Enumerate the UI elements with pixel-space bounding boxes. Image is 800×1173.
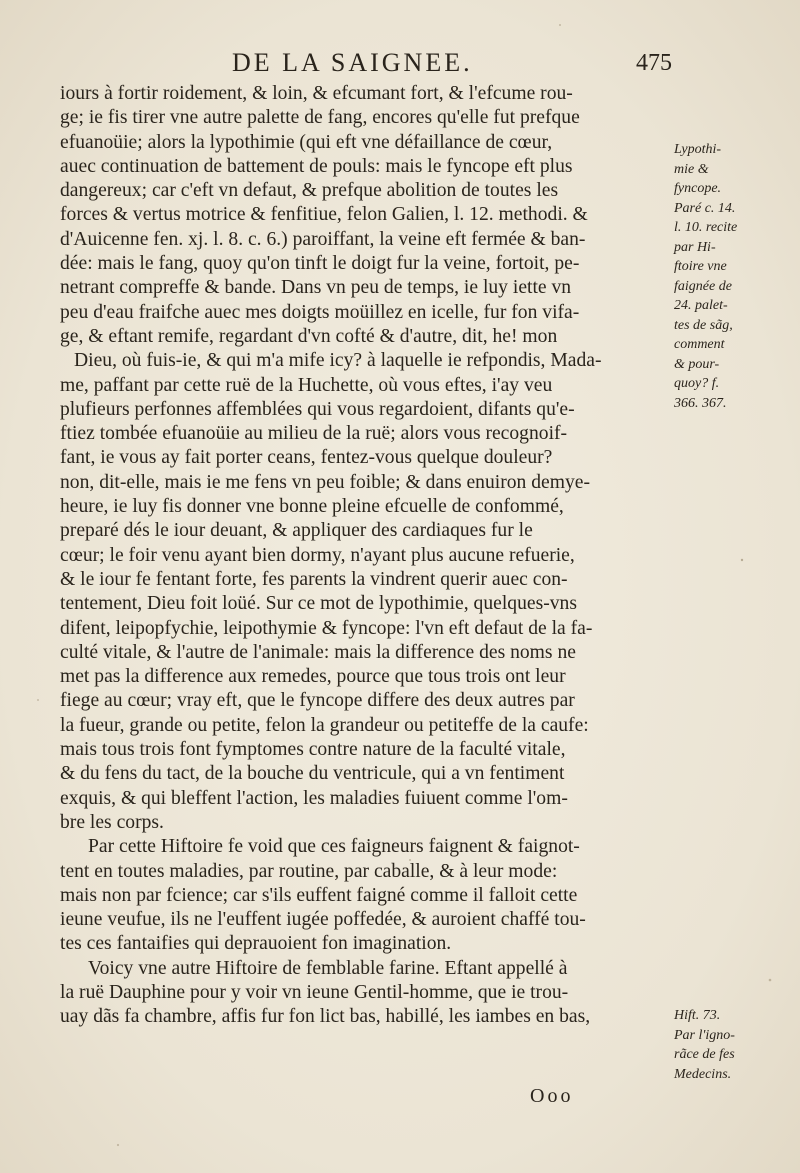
body-line: exquis, & qui bleffent l'action, les maladies fuiuent comme l'om- (60, 787, 568, 809)
margin-note-line: 366. 367. (674, 395, 727, 411)
paragraph-start: Voicy vne autre Hiftoire de femblable farine. Eftant appellé à (88, 957, 568, 979)
running-title: DE LA SAIGNEE. (232, 48, 473, 77)
body-line: ftiez tombée efuanoüie au milieu de la ruë; alors vous recognoif- (60, 423, 568, 445)
body-line: mais non par fcience; car s'ils euffent faigné comme il falloit cette (60, 884, 578, 906)
margin-note-line: fyncope. (674, 181, 722, 196)
margin-note-line: Par l'igno- (674, 1027, 735, 1043)
margin-note-line: faignée de (674, 278, 732, 294)
body-text (60, 82, 664, 1030)
margin-note-line: quoy? f. (674, 376, 720, 391)
signature-mark: Ooo (530, 1085, 574, 1107)
body-line: la fueur, grande ou petite, felon la grandeur ou petiteffe de la caufe: (60, 714, 589, 736)
body-line: uay dãs fa chambre, affis fur fon lict bas, habillé, les iambes en bas, (60, 1006, 591, 1028)
body-line: Dieu, où fuis-ie, & qui m'a mife icy? à laquelle ie refpondis, Mada- (74, 350, 602, 372)
margin-note-line: Lypothi- (674, 142, 722, 157)
body-line: met pas la difference aux remedes, pource que tous trois ont leur (60, 666, 566, 688)
body-line: ge, & eftant remife, regardant d'vn cofté & d'autre, dit, he! mon (60, 325, 558, 347)
margin-note-line: l. 10. recite (674, 220, 738, 235)
margin-note-line: Paré c. 14. (674, 200, 736, 216)
body-line: netrant compreffe & bande. Dans vn peu de temps, ie luy iette vn (60, 277, 572, 299)
body-line: cœur; le foir venu ayant bien dormy, n'ayant plus aucune refuerie, (60, 544, 575, 566)
body-line: tent en toutes maladies, par routine, par caballe, & à leur mode: (60, 860, 558, 882)
body-line: d'Auicenne fen. xj. l. 8. c. 6.) paroiffant, la veine eft fermée & ban- (60, 228, 586, 250)
body-line: peu d'eau fraifche auec mes doigts moüillez en icelle, fur fon vifa- (60, 301, 580, 323)
body-line: & le iour fe fentant forte, fes parents la vindrent querir auec con- (60, 568, 568, 590)
paragraph-start: Par cette Hiftoire fe void que ces faigneurs faignent & faignot- (88, 836, 580, 858)
body-line: culté vitale, & l'autre de l'animale: mais la difference des noms ne (60, 641, 576, 663)
body-line: & du fens du tact, de la bouche du ventricule, qui a vn fentiment (60, 763, 565, 785)
body-line: ge; ie fis tirer vne autre palette de fang, encores qu'elle fut prefque (60, 107, 580, 129)
body-line: preparé dés le iour deuant, & appliquer des cardiaques fur le (60, 520, 533, 542)
body-line: la ruë Dauphine pour y voir vn ieune Gentil-homme, que ie trou- (60, 981, 569, 1003)
body-line: fant, ie vous ay fait porter ceans, fentez-vous quelque douleur? (60, 447, 553, 469)
body-line: plufieurs perfonnes affemblées qui vous regardoient, difants qu'e- (60, 398, 575, 420)
body-line: me, paffant par cette ruë de la Huchette, où vous eftes, i'ay veu (60, 374, 553, 396)
body-line: efuanoüie; alors la lypothimie (qui eft vne défaillance de cœur, (60, 131, 553, 153)
body-line: non, dit-elle, mais ie me fens vn peu foible; & dans enuiron demye- (60, 471, 590, 493)
margin-note-lypothimie (674, 140, 798, 413)
body-line: iours à fortir roidement, & loin, & efcumant fort, & l'efcume rou- (60, 83, 573, 104)
margin-note-line: ftoire vne (674, 259, 727, 274)
margin-note-line: Hift. 73. (674, 1008, 721, 1023)
margin-note-line: & pour- (674, 356, 720, 372)
margin-note-line: comment (674, 337, 725, 352)
body-line: ieune veufue, ils ne l'euffent iugée poffedée, & auroient chaffé tou- (60, 909, 586, 931)
body-line: forces & vertus motrice & fenfitiue, felon Galien, l. 12. methodi. & (60, 204, 588, 226)
body-line: bre les corps. (60, 811, 164, 833)
body-line: heure, ie luy fis donner vne bonne pleine efcuelle de confommé, (60, 496, 564, 518)
body-line: tentement, Dieu foit loüé. Sur ce mot de lypothimie, quelques-vns (60, 593, 577, 615)
margin-note-line: Medecins. (674, 1066, 732, 1082)
body-line: dée: mais le fang, quoy qu'on tinft le doigt fur la veine, fortoit, pe- (60, 253, 580, 275)
margin-note-line: 24. palet- (674, 298, 728, 313)
body-line: difent, leipopfychie, leipothymie & fyncope: l'vn eft defaut de la fa- (60, 617, 593, 639)
body-line: tes ces fantaifies qui deprauoient fon imagination. (60, 933, 452, 955)
page-header (232, 48, 672, 82)
page-number: 475 (636, 50, 672, 76)
margin-note-line: tes de sãg, (674, 317, 733, 333)
margin-note-line: par Hi- (674, 239, 716, 255)
margin-note-line: rãce de fes (674, 1047, 735, 1062)
body-line: dangereux; car c'eft vn defaut, & prefque abolition de toutes les (60, 180, 559, 202)
body-line: mais tous trois font fymptomes contre nature de la faculté vitale, (60, 739, 566, 761)
body-line: fiege au cœur; vray eft, que le fyncope differe des deux autres par (60, 690, 575, 712)
margin-note-histoire (674, 1006, 798, 1084)
margin-note-line: mie & (674, 161, 709, 177)
body-line: auec continuation de battement de pouls: mais le fyncope eft plus (60, 155, 573, 177)
